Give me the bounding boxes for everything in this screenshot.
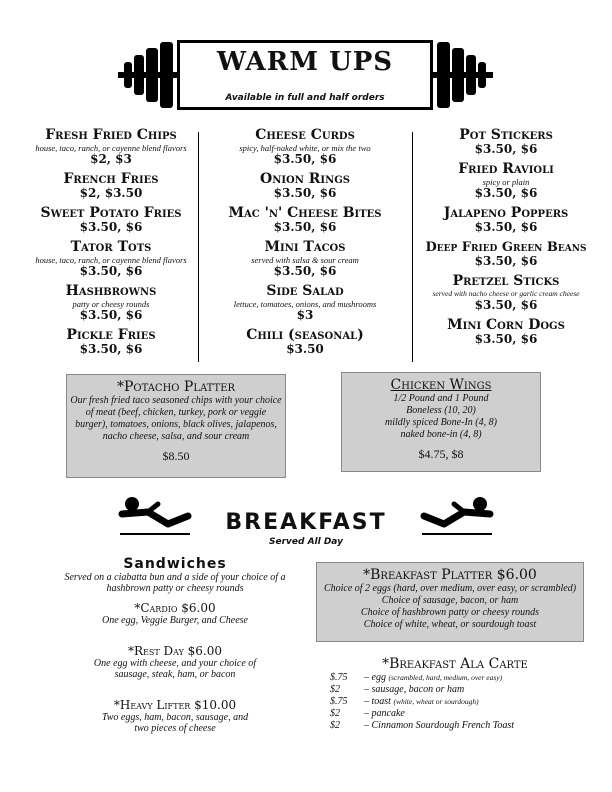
ala-carte-price: $2: [330, 684, 340, 695]
item-name: Fried Ravioli: [458, 161, 554, 177]
ala-carte-price: $2: [330, 708, 340, 719]
breakfast-subtitle: Served All Day: [269, 537, 343, 547]
barbell-plate-icon: [124, 62, 132, 88]
menu-item: [30, 240, 192, 278]
barbell-plate-icon: [146, 48, 158, 102]
item-desc: house, taco, ranch, or cayenne blend flavors: [35, 143, 187, 153]
platter-line: Choice of white, wheat, or sourdough toast: [363, 619, 537, 630]
item-name: Mini Corn Dogs: [447, 317, 565, 333]
menu-item: [212, 206, 398, 234]
item-price: $3.50, $6: [79, 220, 143, 234]
warm-ups-column-2: [212, 128, 398, 362]
item-price: $3.50, $6: [474, 298, 538, 312]
menu-item: [212, 128, 398, 166]
item-name: Pot Stickers: [459, 127, 553, 143]
item-price: $3.50, $6: [273, 152, 337, 166]
item-price: $3.50, $6: [474, 186, 538, 200]
ala-carte-price: $.75: [330, 696, 348, 707]
menu-item: [418, 162, 594, 200]
item-price: $3: [296, 308, 314, 322]
item-price: $3.50, $6: [273, 220, 337, 234]
menu-item: [212, 172, 398, 200]
item-name: Tator Tots: [70, 239, 152, 255]
ala-carte-section: [330, 656, 580, 732]
ala-carte-row: [330, 708, 580, 720]
menu-item: [418, 128, 594, 156]
ala-carte-row: [330, 720, 580, 732]
wings-price: $4.75, $8: [418, 447, 464, 461]
barbell-plate-icon: [478, 62, 486, 88]
wings-line: naked bone-in (4, 8): [400, 429, 482, 440]
column-divider: [412, 132, 413, 362]
sandwich-name: *Heavy Lifter $10.00: [113, 698, 237, 712]
sandwich-desc: One egg, Veggie Burger, and Cheese: [102, 615, 248, 626]
menu-item: [418, 318, 594, 346]
ala-carte-item: – sausage, bacon or ham: [364, 684, 465, 695]
breakfast-platter-box: [316, 562, 584, 642]
column-divider: [198, 132, 199, 362]
item-desc: lettuce, tomatoes, onions, and mushrooms: [233, 299, 377, 309]
menu-item: [418, 274, 594, 312]
item-price: $3.50, $6: [273, 264, 337, 278]
menu-item: [212, 328, 398, 356]
potacho-desc-line: of meat (beef, chicken, turkey, pork or veggie: [85, 407, 267, 418]
barbell-plate-icon: [452, 48, 464, 102]
ala-carte-item: – toast (white, wheat or sourdough): [364, 696, 479, 707]
warm-ups-column-3: [418, 128, 594, 352]
item-desc: patty or cheesy rounds: [72, 299, 150, 309]
barbell-plate-icon: [437, 42, 450, 108]
menu-item: [418, 240, 594, 268]
breakfast-rule-left: [120, 533, 190, 535]
ala-carte-item: – Cinnamon Sourdough French Toast: [364, 720, 515, 731]
sandwich-item: [50, 601, 300, 626]
wings-line: 1/2 Pound and 1 Pound: [393, 393, 489, 404]
item-price: $3.50, $6: [273, 186, 337, 200]
item-price: $3.50, $6: [79, 342, 143, 356]
ala-carte-title: *Breakfast Ala Carte: [382, 656, 528, 672]
item-name: Fresh Fried Chips: [45, 127, 177, 143]
ala-carte-price: $.75: [330, 672, 348, 683]
item-price: $2, $3: [90, 152, 132, 166]
item-price: $3.50, $6: [474, 332, 538, 346]
menu-item: [212, 284, 398, 322]
ala-carte-note: (white, wheat or sourdough): [393, 697, 479, 706]
item-price: $3.50, $6: [474, 142, 538, 156]
situp-figure-icon: [118, 494, 192, 538]
ala-carte-price: $2: [330, 720, 340, 731]
item-desc: house, taco, ranch, or cayenne blend flavors: [35, 255, 187, 265]
item-price: $3.50, $6: [79, 264, 143, 278]
item-price: $3.50, $6: [474, 254, 538, 268]
barbell-plate-icon: [466, 55, 476, 95]
sandwich-desc: One egg with cheese, and your choice of: [93, 658, 257, 669]
barbell-plate-icon: [160, 42, 173, 108]
platter-title: *Breakfast Platter $6.00: [363, 567, 537, 583]
sandwich-desc: Two eggs, ham, bacon, sausage, and: [101, 712, 249, 723]
sandwich-name: *Rest Day $6.00: [127, 644, 223, 658]
situp-figure-icon: [420, 494, 494, 538]
item-name: Deep Fried Green Beans: [425, 240, 587, 255]
breakfast-title: BREAKFAST: [225, 510, 387, 535]
item-name: Mac 'n' Cheese Bites: [228, 205, 382, 221]
wings-line: mildly spiced Bone-In (4, 8): [385, 417, 497, 428]
item-name: Sweet Potato Fries: [40, 205, 182, 221]
warm-ups-subtitle: Available in full and half orders: [225, 93, 385, 103]
potacho-price: $8.50: [162, 449, 190, 463]
sandwich-desc: sausage, steak, ham, or bacon: [114, 669, 236, 680]
menu-item: [30, 172, 192, 200]
sandwich-item: [50, 644, 300, 680]
sandwiches-desc: hashbrown patty or cheesy rounds: [106, 583, 244, 594]
item-name: Side Salad: [266, 283, 344, 299]
item-desc: spicy, half-naked white, or mix the two: [239, 143, 371, 153]
potacho-desc-line: burger), tomatoes, onions, black olives, jalapenos,: [75, 419, 277, 430]
warm-ups-column-1: [30, 128, 192, 362]
sandwiches-desc: Served on a ciabatta bun and a side of your choice of a: [64, 572, 286, 583]
item-name: Onion Rings: [260, 171, 350, 187]
item-name: Pretzel Sticks: [452, 273, 560, 289]
sandwich-item: [50, 698, 300, 734]
potacho-desc-line: Our fresh fried taco seasoned chips with your choice: [70, 395, 282, 406]
wings-line: Boneless (10, 20): [406, 405, 476, 416]
item-desc: served with salsa & sour cream: [251, 255, 359, 265]
platter-line: Choice of hashbrown patty or cheesy rounds: [360, 607, 540, 618]
potacho-desc-line: nacho cheese, salsa, and sour cream: [102, 431, 250, 442]
item-name: Pickle Fries: [66, 327, 156, 343]
ala-carte-row: [330, 672, 580, 684]
item-desc: spicy or plain: [482, 177, 530, 187]
menu-item: [30, 284, 192, 322]
sandwich-name: *Cardio $6.00: [134, 601, 216, 615]
platter-line: Choice of sausage, bacon, or ham: [381, 595, 519, 606]
item-price: $2, $3.50: [79, 186, 143, 200]
sandwiches-title: Sandwiches: [123, 556, 227, 572]
barbell-plate-icon: [134, 55, 144, 95]
ala-carte-item: – pancake: [364, 708, 405, 719]
ala-carte-item: – egg (scrambled, hard, medium, over easy): [364, 672, 503, 683]
menu-item: [30, 206, 192, 234]
menu-item: [30, 328, 192, 356]
warm-ups-title-box: [177, 40, 433, 110]
wings-title: Chicken Wings: [390, 377, 492, 393]
item-price: $3.50, $6: [474, 220, 538, 234]
sandwiches-section: [50, 557, 300, 734]
potacho-platter-box: [66, 374, 286, 478]
chicken-wings-box: [341, 372, 541, 472]
item-name: Mini Tacos: [264, 239, 346, 255]
warm-ups-title: WARM UPS: [216, 47, 394, 77]
breakfast-rule-right: [422, 533, 492, 535]
sandwich-desc: two pieces of cheese: [134, 723, 216, 734]
item-name: Jalapeno Poppers: [443, 205, 569, 221]
item-name: French Fries: [63, 171, 159, 187]
platter-line: Choice of 2 eggs (hard, over medium, over easy, or scrambled): [323, 583, 577, 594]
menu-item: [212, 240, 398, 278]
item-price: $3.50, $6: [79, 308, 143, 322]
potacho-title: *Potacho Platter: [116, 379, 236, 395]
item-name: Cheese Curds: [255, 127, 355, 143]
ala-carte-note: (scrambled, hard, medium, over easy): [388, 673, 503, 682]
item-desc: served with nacho cheese or garlic cream cheese: [432, 289, 580, 298]
ala-carte-row: [330, 696, 580, 708]
menu-item: [418, 206, 594, 234]
menu-item: [30, 128, 192, 166]
ala-carte-row: [330, 684, 580, 696]
item-name: Chili (seasonal): [246, 327, 364, 343]
item-name: Hashbrowns: [65, 283, 157, 299]
item-price: $3.50: [286, 342, 324, 356]
